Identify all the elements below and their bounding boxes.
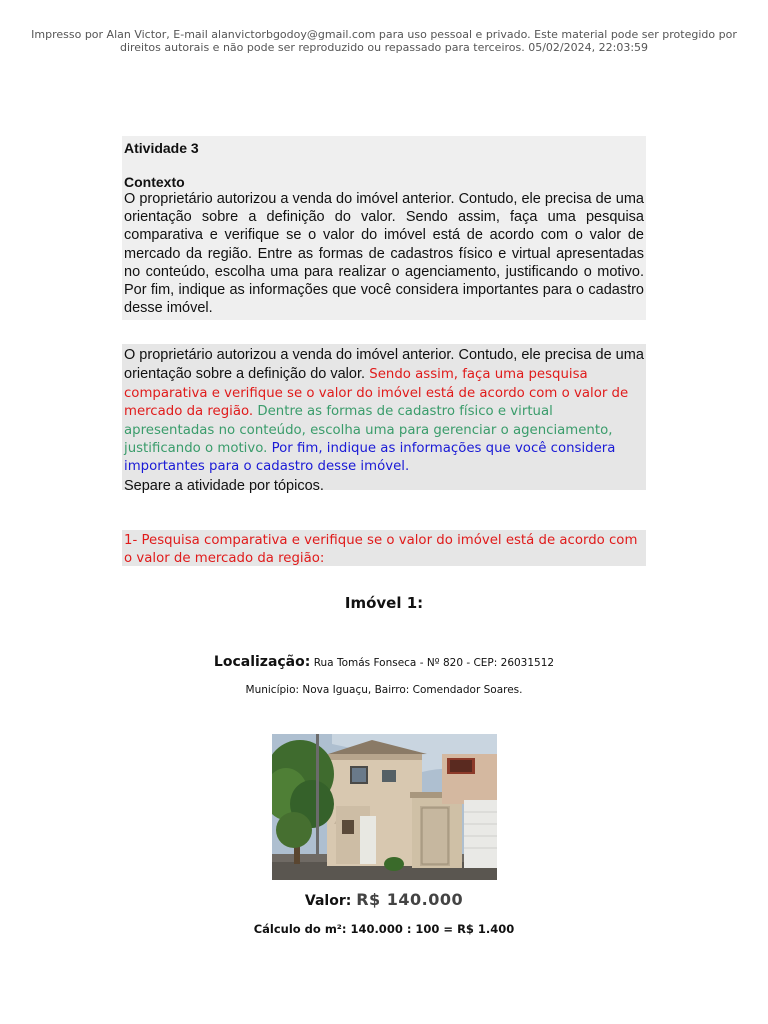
property-title: Imóvel 1: — [344, 594, 424, 612]
property-value — [0, 890, 768, 909]
location-value: Rua Tomás Fonseca - Nº 820 - CEP: 26031512 — [313, 657, 555, 669]
section-1-block — [122, 530, 646, 566]
square-meter-calculation: Cálculo do m²: 140.000 : 100 = R$ 1.400 — [253, 922, 515, 936]
highlight-final-line: Separe a atividade por tópicos. — [124, 477, 324, 494]
property-location — [0, 654, 768, 670]
section-1-heading: 1- Pesquisa comparativa e verifique se o valor do imóvel está de acordo com o valor de mercado da região: — [124, 533, 638, 567]
highlight-blue-text: Por fim, indique as informações que você considera importantes para o cadastro desse imóvel. — [124, 441, 616, 475]
context-heading: Contexto — [124, 174, 185, 190]
highlight-red-text: Sendo assim, faça uma pesquisa comparativa e verifique se o valor do imóvel está de acordo com o valor de mercado da região. — [124, 367, 629, 420]
activity-title: Atividade 3 — [124, 140, 199, 156]
watermark-line-2: direitos autorais e não pode ser reproduzido ou repassado para terceiros. 05/02/2024, 22:03:59 — [119, 41, 649, 54]
watermark-line-1: Impresso por Alan Victor, E-mail alanvictorbgodoy@gmail.com para uso pessoal e privado. Este material pode ser protegido por — [31, 28, 737, 41]
activity-block — [122, 136, 646, 320]
highlight-black-text: O proprietário autorizou a venda do imóvel anterior. Contudo, ele precisa de uma orientação sobre a definição do valor. — [124, 347, 644, 383]
value-label: Valor: — [304, 893, 352, 909]
highlighted-block — [122, 344, 646, 494]
print-watermark — [20, 28, 748, 54]
location-label: Localização: — [213, 654, 311, 670]
highlight-green-text: Dentre as formas de cadastro físico e virtual apresentadas no conteúdo, escolha uma para gerenciar o agenciamento, justificando o motivo. — [124, 404, 613, 457]
property-municipality: Município: Nova Iguaçu, Bairro: Comendador Soares. — [245, 684, 523, 696]
highlighted-paragraph — [124, 346, 644, 496]
property-photo — [272, 734, 497, 880]
value-amount: R$ 140.000 — [356, 890, 464, 909]
context-body: O proprietário autorizou a venda do imóvel anterior. Contudo, ele precisa de uma orientação sobre a definição do valor. Sendo assim, faça uma pesquisa comparativa e verifique se o valor do imóvel está de acordo com o valor de mercado da região. Entre as formas de cadastros físico e virtual apresentadas no conteúdo, escolha uma para realizar o agenciamento, justificando o motivo. Por fim, indique as informações que você considera importantes para o cadastro desse imóvel. — [124, 191, 644, 317]
